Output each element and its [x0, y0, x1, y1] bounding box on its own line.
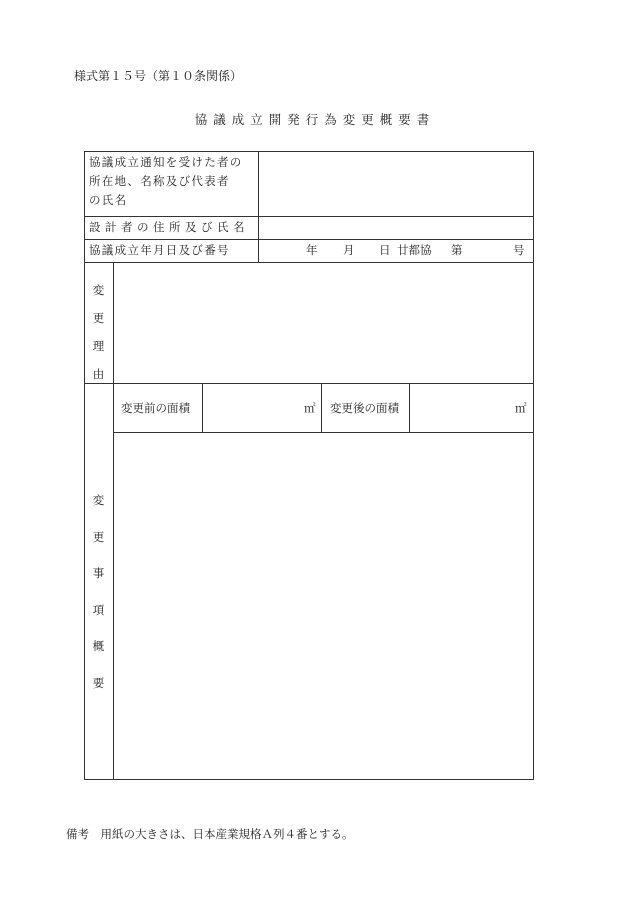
agreement-year-unit: 年 [306, 243, 318, 257]
applicant-label-line-1: 協議成立通知を受けた者の [89, 155, 243, 169]
applicant-label-line-3: の氏名 [89, 193, 128, 207]
summary-label [84, 482, 113, 701]
designer-value-field[interactable] [260, 218, 532, 238]
area-before-unit: ㎡ [304, 401, 316, 415]
agreement-day-unit: 日 [379, 243, 391, 257]
agreement-gou: 号 [513, 243, 525, 257]
applicant-value-field[interactable] [260, 153, 532, 215]
reason-label-char: 更 [92, 311, 105, 325]
area-after-unit: ㎡ [515, 401, 527, 415]
summary-label-char: 要 [92, 675, 105, 690]
form-number-label: 様式第１５号（第１０条関係） [74, 69, 243, 83]
agreement-number-prefix: 廿都協 [397, 243, 432, 257]
reason-label [84, 276, 113, 388]
document-title: 協議成立開発行為変更概要書 [194, 112, 436, 127]
summary-label-char: 項 [92, 602, 105, 617]
summary-label-char: 概 [92, 639, 105, 653]
reason-label-char: 由 [92, 367, 105, 381]
summary-value-field[interactable] [115, 434, 532, 778]
agreement-label: 協議成立年月日及び番号 [89, 243, 230, 257]
designer-label: 設計者の住所及び氏名 [89, 220, 249, 234]
summary-label-char: 変 [92, 493, 105, 507]
agreement-dai: 第 [451, 243, 463, 257]
area-after-field[interactable] [411, 385, 532, 431]
area-before-field[interactable] [204, 385, 320, 431]
area-before-label: 変更前の面積 [121, 401, 190, 415]
summary-label-char: 更 [92, 529, 105, 544]
reason-label-char: 理 [92, 339, 105, 353]
applicant-label-line-2: 所在地、名称及び代表者 [89, 174, 230, 188]
reason-label-char: 変 [92, 283, 105, 297]
area-after-label: 変更後の面積 [330, 401, 399, 415]
agreement-month-unit: 月 [343, 243, 355, 257]
applicant-label [89, 153, 243, 210]
reason-value-field[interactable] [115, 264, 532, 382]
footer-note: 備考 用紙の大きさは、日本産業規格Ａ列４番とする。 [66, 827, 354, 841]
summary-label-char: 事 [92, 566, 105, 580]
